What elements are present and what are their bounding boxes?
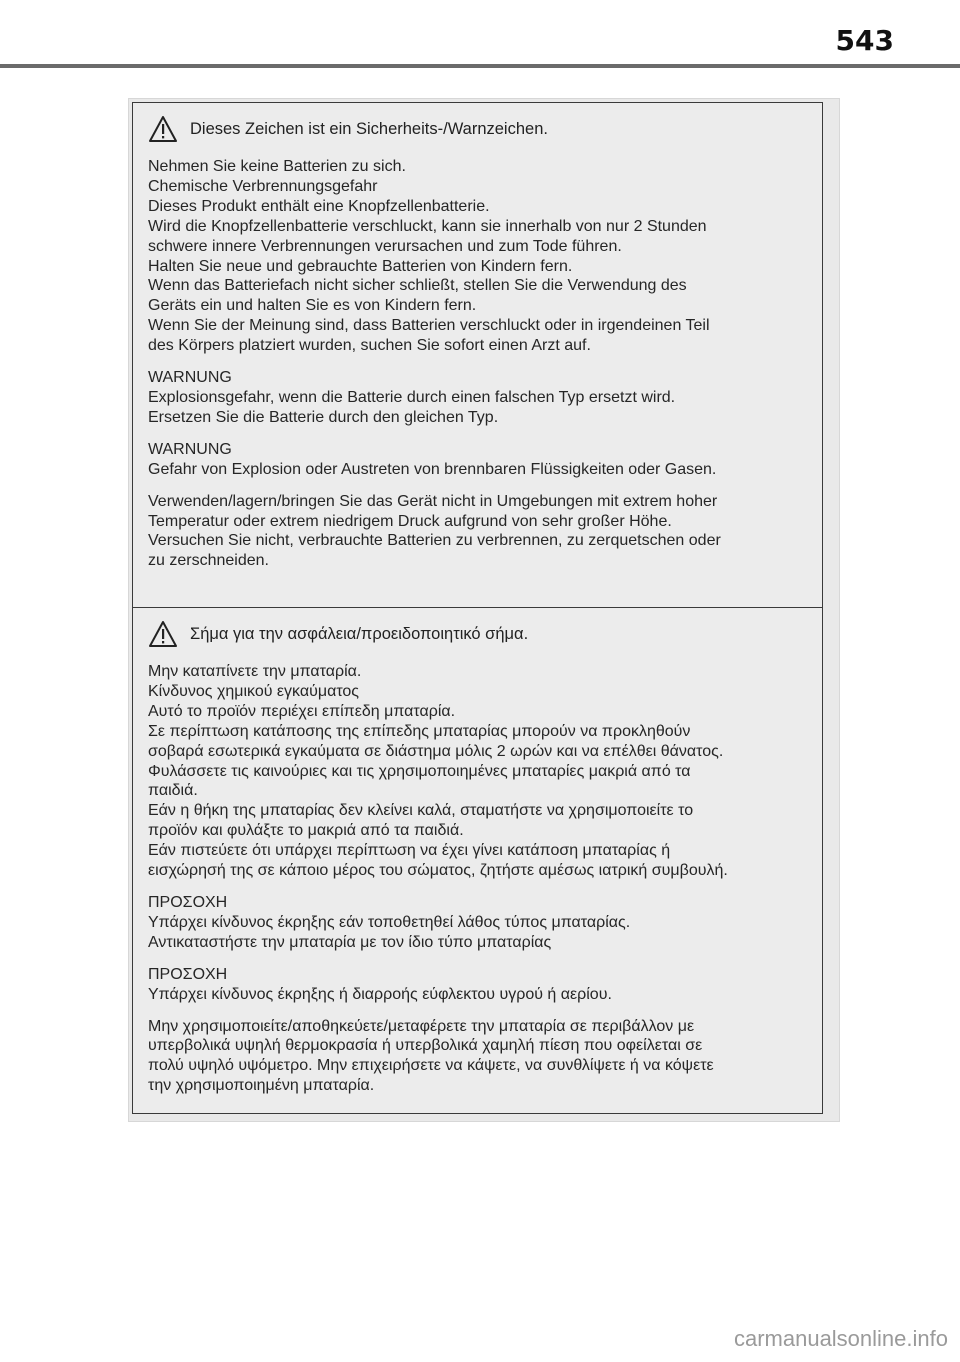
greek-text-line: ΠΡΟΣΟΧΗ bbox=[148, 965, 228, 983]
greek-text-line: Αυτό το προϊόν περιέχει επίπεδη μπαταρία. bbox=[148, 702, 456, 720]
german-text-line: zu zerschneiden. bbox=[148, 552, 269, 570]
german-paragraph bbox=[148, 368, 808, 428]
greek-text-line: Υπάρχει κίνδυνος έκρηξης ή διαρροής εύφλεκτου υγρού ή αερίου. bbox=[148, 985, 612, 1003]
greek-text-line: Εάν πιστεύετε ότι υπάρχει περίπτωση να έχει γίνει κατάποση μπαταρίας ή bbox=[148, 842, 671, 860]
greek-text-line: Μην καταπίνετε την μπαταρία. bbox=[148, 663, 362, 680]
german-paragraphs bbox=[148, 157, 808, 571]
greek-text-line: προϊόν και φυλάξτε το μακριά από τα παιδιά. bbox=[148, 822, 464, 840]
greek-text-line: Εάν η θήκη της μπαταρίας δεν κλείνει καλά, σταματήστε να χρησιμοποιείτε το bbox=[148, 802, 694, 820]
german-text-line: Halten Sie neue und gebrauchte Batterien von Kindern fern. bbox=[148, 257, 573, 275]
greek-text-line: Αντικαταστήστε την μπαταρία με τον ίδιο τύπο μπαταρίας bbox=[148, 933, 552, 951]
german-warning-box bbox=[132, 102, 823, 608]
german-text-line: Versuchen Sie nicht, verbrauchte Batterien zu verbrennen, zu zerquetschen oder bbox=[148, 532, 721, 550]
german-text-line: Nehmen Sie keine Batterien zu sich. bbox=[148, 158, 406, 175]
german-text-line: schwere innere Verbrennungen verursachen und zum Tode führen. bbox=[148, 237, 622, 255]
german-text-line: Geräts ein und halten Sie es von Kindern fern. bbox=[148, 297, 477, 315]
german-text-line: Ersetzen Sie die Batterie durch den gleichen Typ. bbox=[148, 408, 499, 426]
greek-text-line: Υπάρχει κίνδυνος έκρηξης εάν τοποθετηθεί λάθος τύπος μπαταρίας. bbox=[148, 913, 631, 931]
german-text-line: Gefahr von Explosion oder Austreten von brennbaren Flüssigkeiten oder Gasen. bbox=[148, 460, 717, 478]
german-text-line: WARNUNG bbox=[148, 369, 232, 387]
german-text-line: Temperatur oder extrem niedrigem Druck aufgrund von sehr großer Höhe. bbox=[148, 512, 672, 530]
greek-paragraph bbox=[148, 965, 808, 1005]
german-text-line: Wenn Sie der Meinung sind, dass Batterien verschluckt oder in irgendeinen Teil bbox=[148, 317, 710, 335]
german-text-line: Wenn das Batteriefach nicht sicher schließt, stellen Sie die Verwendung des bbox=[148, 277, 687, 295]
greek-text-line: Σε περίπτωση κατάποσης της επίπεδης μπαταρίας μπορούν να προκληθούν bbox=[148, 722, 691, 740]
greek-text-line: ΠΡΟΣΟΧΗ bbox=[148, 893, 228, 911]
german-heading-row bbox=[148, 115, 808, 143]
greek-text-line: την χρησιμοποιημένη μπαταρία. bbox=[148, 1077, 375, 1095]
greek-text-line: υπερβολικά υψηλή θερμοκρασία ή υπερβολικά χαμηλή πίεση που οφείλεται σε bbox=[148, 1037, 703, 1055]
german-heading: Dieses Zeichen ist ein Sicherheits-/Warnzeichen. bbox=[190, 119, 548, 138]
greek-text-line: Κίνδυνος χημικού εγκαύματος bbox=[148, 682, 360, 700]
greek-text-line: πολύ υψηλό υψόμετρο. Μην επιχειρήσετε να κάψετε, να συνθλίψετε ή να κόψετε bbox=[148, 1057, 714, 1075]
german-paragraph bbox=[148, 492, 808, 572]
german-text-line: Wird die Knopfzellenbatterie verschluckt, kann sie innerhalb von nur 2 Stunden bbox=[148, 217, 707, 235]
german-paragraph bbox=[148, 440, 808, 480]
header-rule bbox=[0, 64, 960, 68]
german-text-line: Dieses Produkt enthält eine Knopfzellenbatterie. bbox=[148, 197, 490, 215]
greek-paragraphs bbox=[148, 662, 808, 1096]
german-paragraph bbox=[148, 157, 808, 356]
greek-text-line: εισχώρησή της σε κάποιο μέρος του σώματος, ζητήστε αμέσως ιατρική συμβουλή. bbox=[148, 862, 728, 880]
warning-triangle-icon bbox=[148, 620, 178, 648]
greek-paragraph bbox=[148, 1017, 808, 1097]
german-text-line: des Körpers platziert wurden, suchen Sie sofort einen Arzt auf. bbox=[148, 337, 591, 355]
german-text-line: WARNUNG bbox=[148, 440, 232, 458]
greek-text-line: Φυλάσσετε τις καινούριες και τις χρησιμοποιημένες μπαταρίες μακριά από τα bbox=[148, 762, 691, 780]
greek-heading-row bbox=[148, 620, 808, 648]
warning-triangle-icon bbox=[148, 115, 178, 143]
page-number: 543 bbox=[835, 24, 894, 57]
greek-warning-box bbox=[132, 607, 823, 1114]
german-text-line: Chemische Verbrennungsgefahr bbox=[148, 177, 378, 195]
german-text-line: Explosionsgefahr, wenn die Batterie durch einen falschen Typ ersetzt wird. bbox=[148, 388, 676, 406]
watermark: carmanualsonline.info bbox=[733, 1326, 948, 1351]
greek-heading: Σήμα για την ασφάλεια/προειδοποιητικό σήμα. bbox=[190, 624, 529, 643]
greek-text-line: σοβαρά εσωτερικά εγκαύματα σε διάστημα μόλις 2 ωρών και να επέλθει θάνατος. bbox=[148, 742, 724, 760]
greek-text-line: παιδιά. bbox=[148, 782, 198, 800]
german-text-line: Verwenden/lagern/bringen Sie das Gerät nicht in Umgebungen mit extrem hoher bbox=[148, 492, 718, 510]
greek-text-line: Μην χρησιμοποιείτε/αποθηκεύετε/μεταφέρετε την μπαταρία σε περιβάλλον με bbox=[148, 1017, 695, 1035]
greek-paragraph bbox=[148, 893, 808, 953]
greek-paragraph bbox=[148, 662, 808, 881]
